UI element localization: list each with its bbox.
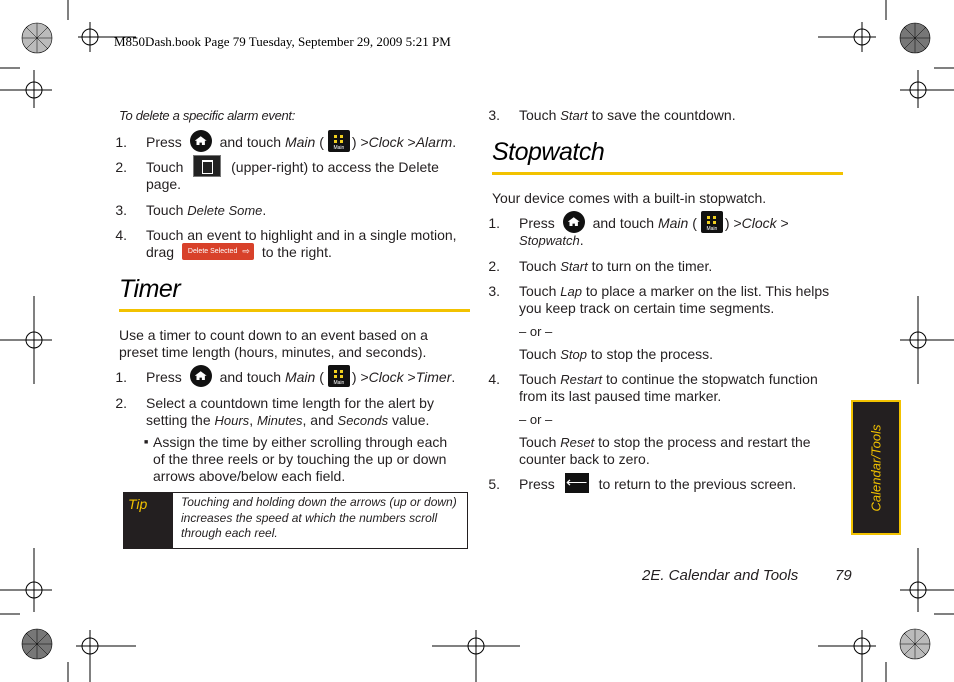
section-side-tab-label: Calendar/Tools	[868, 424, 884, 511]
tip-box	[123, 492, 468, 549]
home-key-icon	[190, 130, 212, 152]
stopwatch-heading-rule	[492, 172, 843, 175]
home-key-icon	[563, 211, 585, 233]
stopwatch-intro: Your device comes with a built-in stopwatch.	[492, 190, 767, 206]
trash-icon	[193, 155, 221, 177]
timer-intro-line-2: preset time length (hours, minutes, and seconds).	[119, 344, 427, 360]
section-side-tab	[851, 400, 901, 535]
home-key-icon	[190, 365, 212, 387]
book-header: M850Dash.book Page 79 Tuesday, September 29, 2009 5:21 PM	[114, 34, 451, 49]
footer-section: 2E. Calendar and Tools	[642, 567, 799, 584]
tip-label-cell: Tip	[124, 493, 173, 548]
delete-selected-button-icon: Delete Selected ⇨	[182, 243, 254, 260]
stopwatch-heading: Stopwatch	[492, 138, 605, 166]
main-menu-icon: Main	[328, 130, 350, 152]
page-number: 79	[835, 567, 852, 584]
timer-intro-line-1: Use a timer to count down to an event based on a	[119, 327, 428, 343]
tip-text: Touching and holding down the arrows (up or down) increases the speed at which the numbers scroll through each reel.	[181, 495, 457, 540]
main-menu-icon: Main	[701, 211, 723, 233]
delete-alarm-intro: To delete a specific alarm event:	[119, 108, 296, 123]
back-key-icon: ⟵	[565, 474, 588, 492]
main-menu-icon: Main	[328, 365, 350, 387]
timer-heading-rule	[119, 309, 470, 312]
timer-heading: Timer	[119, 275, 181, 303]
